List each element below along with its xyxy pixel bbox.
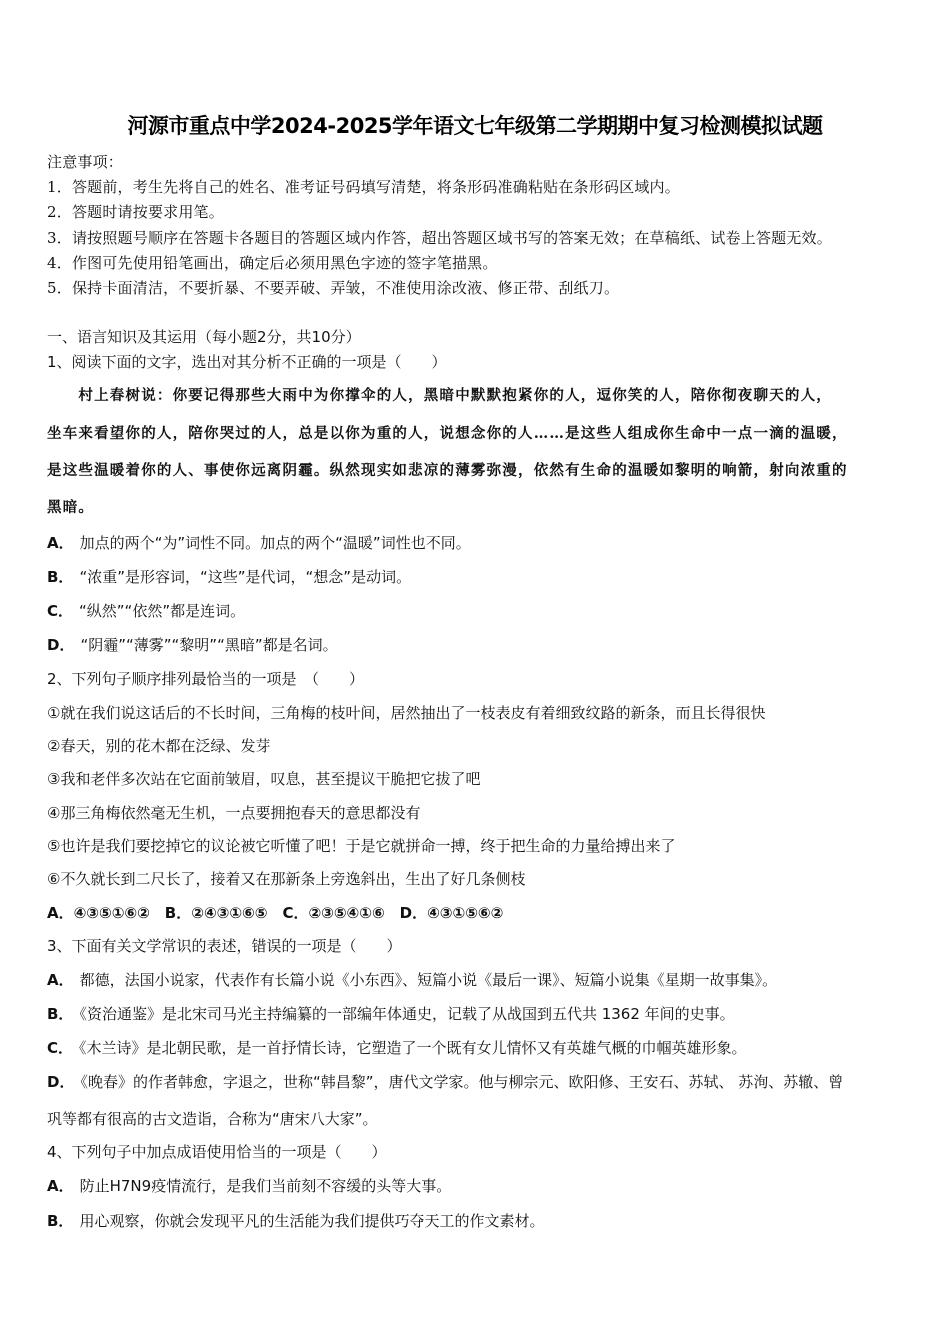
- question-3-stem: 3、下面有关文学常识的表述，错误的一项是（ ）: [47, 937, 402, 955]
- question-4-option-a: [47, 1175, 451, 1196]
- question-2-stem: 2、下列句子顺序排列最恰当的一项是 （ ）: [47, 670, 365, 688]
- passage-line: 是这些温暖着你的人、事使你远离阴霾。纵然现实如悲凉的薄雾弥漫，依然有生命的温暖如黎明的响箭，射向浓重的: [47, 462, 848, 479]
- option-key: B．: [47, 1212, 74, 1230]
- note-item: 2．答题时请按要求用笔。: [47, 203, 224, 221]
- question-3-option-d-cont: 巩等都有很高的古文造诣，合称为“唐宋八大家”。: [47, 1110, 378, 1128]
- note-item: 1．答题前，考生先将自己的姓名、准考证号码填写清楚，将条形码准确粘贴在条形码区域内。: [47, 178, 680, 196]
- option-text: 防止H7N9疫情流行，是我们当前刻不容缓的头等大事。: [79, 1177, 452, 1195]
- page-title: 河源市重点中学2024-2025学年语文七年级第二学期期中复习检测模拟试题: [127, 114, 823, 138]
- notes-heading: 注意事项：: [47, 153, 124, 171]
- option-text: “纵然”“依然”都是连词。: [79, 602, 246, 620]
- option-text: 用心观察，你就会发现平凡的生活能为我们提供巧夺天工的作文素材。: [79, 1212, 545, 1230]
- sentence-item: ④那三角梅依然毫无生机，一点要拥抱春天的意思都没有: [47, 804, 421, 822]
- question-1-option-b: [47, 566, 411, 587]
- question-1-option-a: [47, 532, 471, 553]
- option-key: B．: [47, 1005, 74, 1023]
- note-item: 3．请按照题号顺序在答题卡各题目的答题区域内作答，超出答题区域书写的答案无效；在草稿纸、试卷上答题无效。: [47, 229, 832, 247]
- option-key: D．: [47, 1073, 75, 1091]
- sentence-item: ③我和老伴多次站在它面前皱眉，叹息，甚至提议干脆把它拔了吧: [47, 770, 481, 788]
- passage-line: 村上春树说：你要记得那些大雨中为你撑伞的人，黑暗中默默抱紧你的人，逗你笑的人，陪你彻夜聊天的人，: [47, 387, 832, 404]
- option-key: C．: [47, 1039, 74, 1057]
- question-3-option-c: [47, 1037, 747, 1058]
- question-1-option-c: [47, 600, 245, 621]
- option-text: 《木兰诗》是北朝民歌，是一首抒情长诗，它塑造了一个既有女儿情怀又有英雄气概的巾帼英雄形象。: [79, 1039, 747, 1057]
- question-1-stem: 1、阅读下面的文字，选出对其分析不正确的一项是（ ）: [47, 353, 447, 371]
- passage-line: 黑暗。: [47, 499, 95, 516]
- question-3-option-b: [47, 1003, 735, 1024]
- question-4-stem: 4、下列句子中加点成语使用恰当的一项是（ ）: [47, 1143, 387, 1161]
- option-key: A．: [47, 534, 74, 552]
- option-key: A．: [47, 971, 74, 989]
- section-heading: 一、语言知识及其运用（每小题2分，共10分）: [47, 328, 361, 346]
- option-key: D．: [47, 636, 75, 654]
- option-text: “阴霾”“薄雾”“黎明”“黑暗”都是名词。: [80, 636, 338, 654]
- question-4-option-b: [47, 1210, 544, 1231]
- question-3-option-a: [47, 969, 777, 990]
- question-1-option-d: [47, 634, 338, 655]
- sentence-item: ①就在我们说这话后的不长时间，三角梅的枝叶间，居然抽出了一枝表皮有着细致纹路的新条，而且长得很快: [47, 704, 766, 722]
- note-item: 4．作图可先使用铅笔画出，确定后必须用黑色字迹的签字笔描黑。: [47, 254, 498, 272]
- question-2-options: A．④③⑤①⑥② B．②④③①⑥⑤ C．②③⑤④①⑥ D．④③①⑤⑥②: [47, 904, 504, 922]
- option-key: B．: [47, 568, 74, 586]
- note-item: 5．保持卡面清洁，不要折暴、不要弄破、弄皱，不准使用涂改液、修正带、刮纸刀。: [47, 279, 620, 297]
- sentence-item: ②春天，别的花木都在泛绿、发芽: [47, 737, 271, 755]
- passage-line: 坐车来看望你的人，陪你哭过的人，总是以你为重的人，说想念你的人……是这些人组成你生命中一点一滴的温暖，: [47, 425, 848, 442]
- option-key: C．: [47, 602, 74, 620]
- option-text: 《资治通鉴》是北宋司马光主持编纂的一部编年体通史，记载了从战国到五代共 1362 年间的史事。: [79, 1005, 735, 1023]
- sentence-item: ⑥不久就长到二尺长了，接着又在那新条上旁逸斜出，生出了好几条侧枝: [47, 870, 526, 888]
- sentence-item: ⑤也许是我们要挖掉它的议论被它听懂了吧！于是它就拼命一搏，终于把生命的力量给搏出来了: [47, 837, 676, 855]
- option-text: “浓重”是形容词，“这些”是代词，“想念”是动词。: [79, 568, 412, 586]
- question-3-option-d: [47, 1071, 843, 1092]
- option-text: 《晚春》的作者韩愈，字退之，世称“韩昌黎”，唐代文学家。他与柳宗元、欧阳修、王安石、苏轼、 苏洵、苏辙、曾: [80, 1073, 844, 1091]
- option-text: 加点的两个“为”词性不同。加点的两个“温暖”词性也不同。: [79, 534, 471, 552]
- option-text: 都德，法国小说家，代表作有长篇小说《小东西》、短篇小说《最后一课》、短篇小说集《星期一故事集》。: [79, 971, 778, 989]
- option-key: A．: [47, 1177, 74, 1195]
